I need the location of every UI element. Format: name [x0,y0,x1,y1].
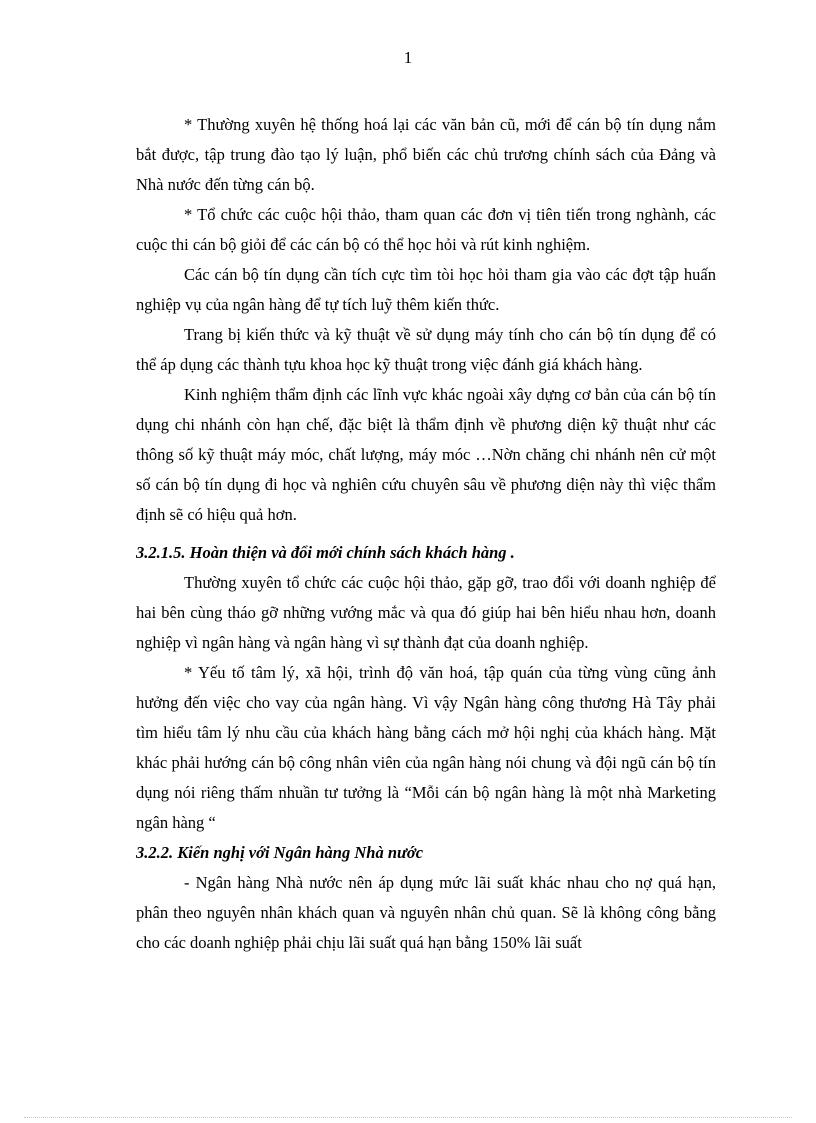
paragraph-appraisal-experience: Kinh nghiệm thẩm định các lĩnh vực khác ngoài xây dựng cơ bản của cán bộ tín dụng chi nhánh còn hạn chế, đặc biệt là thẩm định về phương diện kỹ thuật như các thông số kỹ thuật máy móc, chất lượng, máy móc …Nờn chăng chi nhánh nên cử một số cán bộ tín dụng đi học và nghiên cứu chuyên sâu về phương diện này thì việc thẩm định sẽ có hiệu quả hơn. [136,385,716,524]
paragraph-computer-skills: Trang bị kiến thức và kỹ thuật về sử dụng máy tính cho cán bộ tín dụng để có thể áp dụng các thành tựu khoa học kỹ thuật trong việc đánh giá khách hàng. [136,325,716,374]
section-heading-3215: 3.2.1.5. Hoàn thiện và đổi mới chính sách khách hàng . [136,543,515,562]
page-bottom-divider [24,1117,792,1118]
document-body [136,110,716,958]
paragraph-customer-workshops: Thường xuyên tổ chức các cuộc hội thảo, gặp gỡ, trao đổi với doanh nghiệp để hai bên cùng tháo gỡ những vướng mắc và qua đó giúp hai bên hiểu nhau hơn, doanh nghiệp vì ngân hàng và ngân hàng vì sự thành đạt của doanh nghiệp. [136,573,716,652]
paragraph-self-learning: Các cán bộ tín dụng cần tích cực tìm tòi học hỏi tham gia vào các đợt tập huấn nghiệp vụ của ngân hàng để tự tích luỹ thêm kiến thức. [136,265,716,314]
paragraph-systemize-documents: * Thường xuyên hệ thống hoá lại các văn bản cũ, mới để cán bộ tín dụng nắm bắt được, tập trung đào tạo lý luận, phổ biến các chủ trương chính sách của Đảng và Nhà nước đến từng cán bộ. [136,115,716,194]
page-number: 1 [403,48,413,67]
paragraph-customer-psychology: * Yếu tố tâm lý, xã hội, trình độ văn hoá, tập quán của từng vùng cũng ảnh hưởng đến việc cho vay của ngân hàng. Vì vậy Ngân hàng công thương Hà Tây phải tìm hiểu tâm lý nhu cầu của khách hàng bằng cách mở hội nghị của khách hàng. Mặt khác phải hướng cán bộ công nhân viên của ngân hàng nói chung và đội ngũ cán bộ tín dụng nói riêng thấm nhuần tư tưởng là “Mỗi cán bộ ngân hàng là một nhà Marketing ngân hàng “ [136,663,716,832]
paragraph-organize-workshops: * Tổ chức các cuộc hội thảo, tham quan các đơn vị tiên tiến trong nghành, các cuộc thi cán bộ giỏi để các cán bộ có thể học hỏi và rút kinh nghiệm. [136,205,716,254]
section-heading-322: 3.2.2. Kiến nghị với Ngân hàng Nhà nước [136,843,424,862]
paragraph-interest-rate-recommendation: - Ngân hàng Nhà nước nên áp dụng mức lãi suất khác nhau cho nợ quá hạn, phân theo nguyên nhân khách quan và nguyên nhân chủ quan. Sẽ là không công bằng cho các doanh nghiệp phải chịu lãi suất quá hạn bằng 150% lãi suất [136,873,716,952]
